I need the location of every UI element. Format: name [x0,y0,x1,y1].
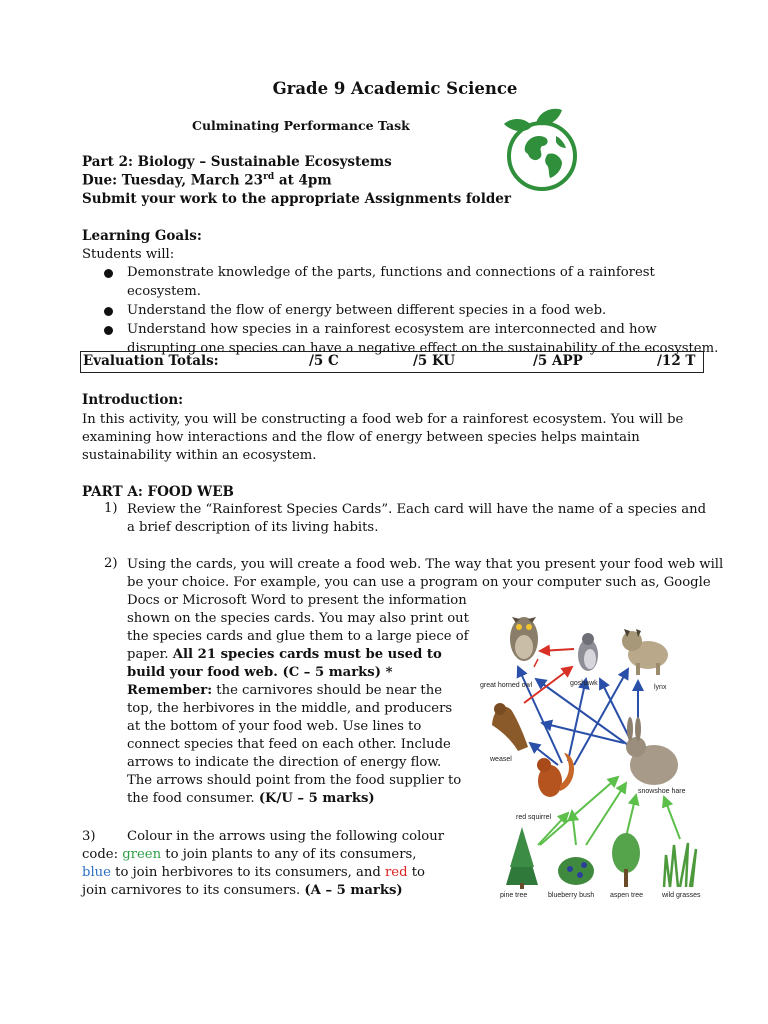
page-subtitle: Culminating Performance Task [192,118,410,133]
step-2-line: Using the cards, you will create a food web. The way that you present your food web will [127,557,724,572]
blue-word: blue [82,865,111,880]
step-2-line: Docs or Microsoft Word to present the information [127,593,467,608]
evaluation-label: Evaluation Totals: [83,353,219,369]
step-2-line: be your choice. For example, you can use a program on your computer such as, Google [127,575,711,590]
due-sup: rd [263,172,275,182]
step-2-a: paper. [127,647,173,662]
goal-text: Understand the flow of energy between different species in a food web. [127,303,607,318]
arrow-red [534,659,538,667]
owl-icon [510,617,538,661]
aspen-tree-icon [612,833,640,887]
step-2-line: shown on the species cards. You may also print out [127,611,469,626]
introduction-text: In this activity, you will be constructing a food web for a rainforest ecosystem. You will be examining how interactions and the flow of energy between species helps maintain sustainability within an ecosystem. [82,412,684,463]
step-3-number: 3) [82,829,96,844]
globe-leaf-logo [496,106,586,196]
step-3-d: to join carnivores to its consumers. [82,865,425,898]
step-3-b: to join plants to any of its consumers, [161,847,417,862]
evaluation-totals-box [80,351,704,373]
lynx-icon [622,629,668,675]
bullet-icon [104,307,113,316]
green-word: green [122,847,162,862]
label-hare: snowshoe hare [638,788,686,795]
hare-icon [626,717,678,785]
step-2-b: All 21 species cards must be used to build your food web. (C – 5 marks) * Remember: [127,647,442,698]
step-2-paragraph [127,646,463,808]
label-goshawk: goshawk [570,680,598,687]
page-title: Grade 9 Academic Science [272,79,518,98]
part-heading: Part 2: Biology – Sustainable Ecosystems [82,154,392,170]
bullet-icon [104,326,113,335]
label-squirrel: red squirrel [516,814,552,821]
bullet-icon [104,269,113,278]
eval-ku: /5 KU [413,353,456,369]
due-prefix: Due: Tuesday, March 23 [82,172,264,189]
eval-c: /5 C [309,353,339,369]
submit-instruction: Submit your work to the appropriate Assignments folder [82,191,511,207]
blueberry-bush-icon [558,857,594,885]
step-3-paragraph [82,828,448,900]
squirrel-icon [537,753,574,797]
label-blueberry: blueberry bush [548,892,595,899]
step-1-number: 1) [104,501,118,516]
goal-text: Understand how species in a rainforest ecosystem are interconnected and how disrupting one species can have a negative effect on the sustainability of the ecosystem. [127,322,719,356]
label-lynx: lynx [654,684,667,691]
food-web-diagram [478,605,718,900]
goal-text: Demonstrate knowledge of the parts, functions and connections of a rainforest ecosystem. [127,265,655,299]
label-aspen: aspen tree [610,892,644,899]
eval-app: /5 APP [533,353,583,369]
due-date [82,172,332,189]
wild-grasses-icon [664,843,696,887]
due-suffix: at 4pm [274,172,332,189]
step-3-e: (A – 5 marks) [304,883,403,898]
arrow-red [540,649,574,651]
weasel-icon [492,703,528,751]
label-pine: pine tree [500,892,528,899]
label-grasses: wild grasses [662,892,701,899]
introduction-heading: Introduction: [82,392,184,408]
goshawk-icon [578,633,598,671]
arrow-green [664,797,680,839]
red-word: red [384,865,408,880]
label-owl: great horned owl [480,682,533,689]
label-weasel: weasel [490,756,512,763]
arrow-green [626,795,636,837]
step-3-c: to join herbivores to its consumers, and [110,865,385,880]
list-item [82,301,722,320]
students-will: Students will: [82,247,175,262]
step-3-a: Colour in the arrows using the following colour code: [82,829,445,862]
part-a-heading: PART A: FOOD WEB [82,484,234,500]
eval-total: /12 T [657,353,696,369]
step-2-line: the species cards and glue them to a large piece of [127,629,469,644]
step-1-text: Review the “Rainforest Species Cards”. Each card will have the name of a species and a brief description of its living habits. [127,502,707,535]
step-2-number: 2) [104,556,118,571]
list-item [82,263,722,301]
step-2-c: the carnivores should be near the top, the herbivores in the middle, and producers at the bottom of your food web. Use lines to connect species that feed on each other. Include arrows to indicate the direction of energy flow. The arrows should point from the food supplier to the food consumer. [127,683,462,806]
learning-goals-heading: Learning Goals: [82,228,202,244]
step-2-d: (K/U – 5 marks) [258,791,375,806]
pine-tree-icon [506,827,538,889]
learning-goals-list [82,263,722,358]
